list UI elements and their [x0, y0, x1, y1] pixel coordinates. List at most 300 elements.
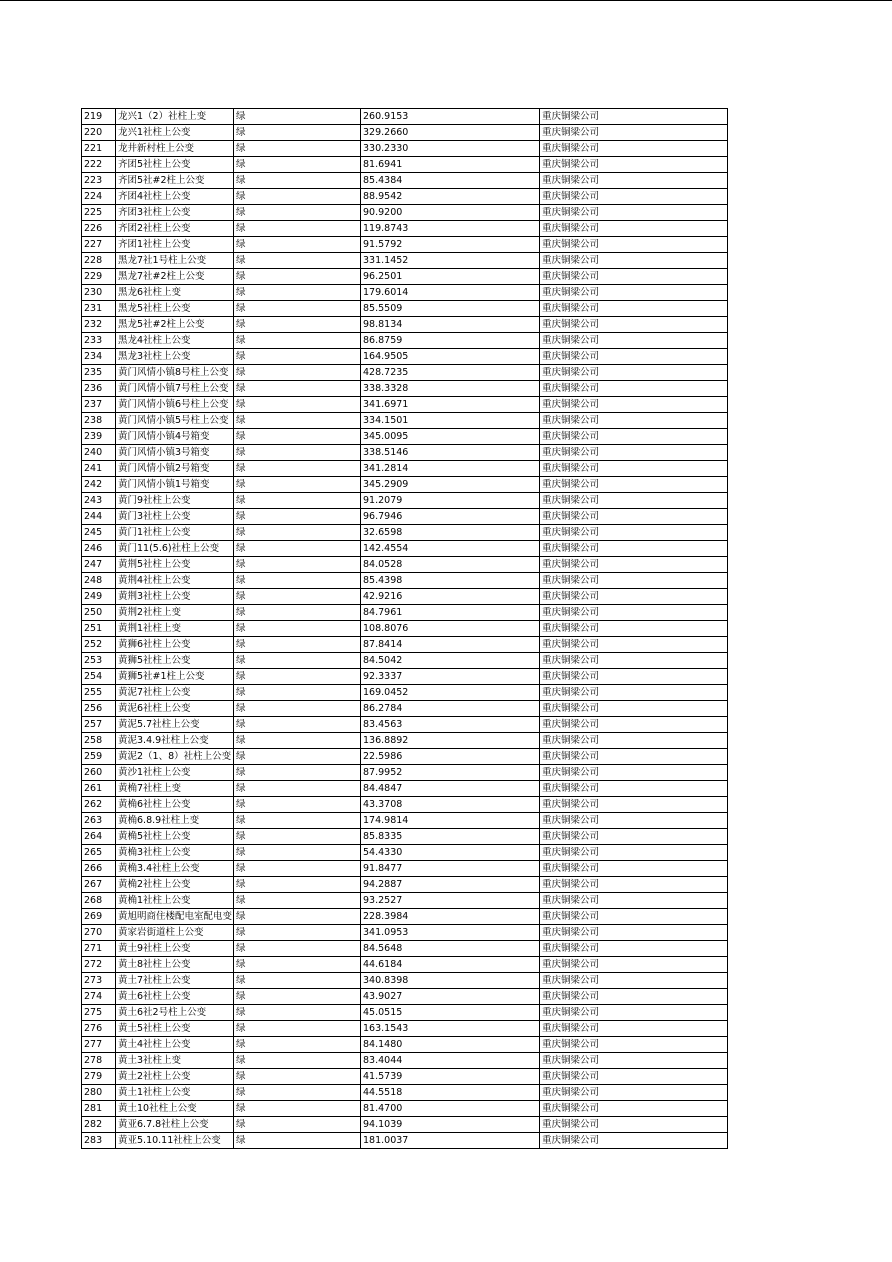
value-cell: 84.5042: [361, 653, 540, 669]
status-cell: 绿: [234, 957, 361, 973]
row-number-cell: 238: [82, 413, 116, 429]
company-cell: 重庆铜梁公司: [540, 141, 728, 157]
company-cell: 重庆铜梁公司: [540, 845, 728, 861]
transformer-name-cell: 齐团2社柱上公变: [116, 221, 234, 237]
row-number-cell: 279: [82, 1069, 116, 1085]
status-cell: 绿: [234, 221, 361, 237]
table-row: [82, 333, 728, 349]
table-row: [82, 461, 728, 477]
value-cell: 92.3337: [361, 669, 540, 685]
row-number-cell: 224: [82, 189, 116, 205]
company-cell: 重庆铜梁公司: [540, 317, 728, 333]
row-number-cell: 281: [82, 1101, 116, 1117]
table-row: [82, 733, 728, 749]
status-cell: 绿: [234, 1085, 361, 1101]
transformer-name-cell: 黄门11(5.6)社柱上公变: [116, 541, 234, 557]
value-cell: 108.8076: [361, 621, 540, 637]
row-number-cell: 237: [82, 397, 116, 413]
transformer-name-cell: 黄土9社柱上公变: [116, 941, 234, 957]
table-row: [82, 189, 728, 205]
transformer-name-cell: 黑龙6社柱上变: [116, 285, 234, 301]
transformer-name-cell: 黄泥6社柱上公变: [116, 701, 234, 717]
value-cell: 84.1480: [361, 1037, 540, 1053]
status-cell: 绿: [234, 605, 361, 621]
status-cell: 绿: [234, 621, 361, 637]
company-cell: 重庆铜梁公司: [540, 765, 728, 781]
transformer-name-cell: 黄门3社柱上公变: [116, 509, 234, 525]
row-number-cell: 283: [82, 1133, 116, 1149]
row-number-cell: 269: [82, 909, 116, 925]
status-cell: 绿: [234, 397, 361, 413]
status-cell: 绿: [234, 125, 361, 141]
table-row: [82, 909, 728, 925]
company-cell: 重庆铜梁公司: [540, 205, 728, 221]
transformer-name-cell: 齐团1社柱上公变: [116, 237, 234, 253]
table-row: [82, 365, 728, 381]
transformer-name-cell: 黄桷5社柱上公变: [116, 829, 234, 845]
table-row: [82, 1005, 728, 1021]
status-cell: 绿: [234, 797, 361, 813]
status-cell: 绿: [234, 893, 361, 909]
value-cell: 83.4563: [361, 717, 540, 733]
row-number-cell: 220: [82, 125, 116, 141]
transformer-name-cell: 黄桷2社柱上公变: [116, 877, 234, 893]
table-row: [82, 301, 728, 317]
value-cell: 96.2501: [361, 269, 540, 285]
company-cell: 重庆铜梁公司: [540, 829, 728, 845]
status-cell: 绿: [234, 733, 361, 749]
table-row: [82, 701, 728, 717]
value-cell: 84.5648: [361, 941, 540, 957]
table-row: [82, 269, 728, 285]
status-cell: 绿: [234, 557, 361, 573]
table-row: [82, 653, 728, 669]
status-cell: 绿: [234, 989, 361, 1005]
status-cell: 绿: [234, 285, 361, 301]
table-row: [82, 221, 728, 237]
row-number-cell: 264: [82, 829, 116, 845]
transformer-name-cell: 黑龙3社柱上公变: [116, 349, 234, 365]
table-row: [82, 237, 728, 253]
value-cell: 93.2527: [361, 893, 540, 909]
value-cell: 345.0095: [361, 429, 540, 445]
row-number-cell: 259: [82, 749, 116, 765]
row-number-cell: 278: [82, 1053, 116, 1069]
table-row: [82, 109, 728, 125]
table-row: [82, 1037, 728, 1053]
table-row: [82, 445, 728, 461]
row-number-cell: 228: [82, 253, 116, 269]
company-cell: 重庆铜梁公司: [540, 381, 728, 397]
row-number-cell: 222: [82, 157, 116, 173]
company-cell: 重庆铜梁公司: [540, 797, 728, 813]
value-cell: 85.4384: [361, 173, 540, 189]
transformer-name-cell: 黄门风情小镇7号柱上公变: [116, 381, 234, 397]
transformer-name-cell: 黄桷6.8.9社柱上变: [116, 813, 234, 829]
table-row: [82, 637, 728, 653]
table-row: [82, 893, 728, 909]
status-cell: 绿: [234, 749, 361, 765]
company-cell: 重庆铜梁公司: [540, 237, 728, 253]
value-cell: 87.9952: [361, 765, 540, 781]
table-row: [82, 349, 728, 365]
company-cell: 重庆铜梁公司: [540, 781, 728, 797]
company-cell: 重庆铜梁公司: [540, 109, 728, 125]
company-cell: 重庆铜梁公司: [540, 1085, 728, 1101]
row-number-cell: 248: [82, 573, 116, 589]
table-row: [82, 813, 728, 829]
value-cell: 44.5518: [361, 1085, 540, 1101]
transformer-name-cell: 黄门1社柱上公变: [116, 525, 234, 541]
table-row: [82, 141, 728, 157]
status-cell: 绿: [234, 541, 361, 557]
transformer-name-cell: 黄狮5社柱上公变: [116, 653, 234, 669]
company-cell: 重庆铜梁公司: [540, 189, 728, 205]
status-cell: 绿: [234, 317, 361, 333]
row-number-cell: 260: [82, 765, 116, 781]
row-number-cell: 226: [82, 221, 116, 237]
value-cell: 87.8414: [361, 637, 540, 653]
transformer-name-cell: 黄门风情小镇2号箱变: [116, 461, 234, 477]
company-cell: 重庆铜梁公司: [540, 1021, 728, 1037]
company-cell: 重庆铜梁公司: [540, 365, 728, 381]
status-cell: 绿: [234, 861, 361, 877]
value-cell: 85.8335: [361, 829, 540, 845]
value-cell: 174.9814: [361, 813, 540, 829]
company-cell: 重庆铜梁公司: [540, 637, 728, 653]
value-cell: 45.0515: [361, 1005, 540, 1021]
company-cell: 重庆铜梁公司: [540, 285, 728, 301]
value-cell: 84.0528: [361, 557, 540, 573]
company-cell: 重庆铜梁公司: [540, 621, 728, 637]
value-cell: 91.5792: [361, 237, 540, 253]
value-cell: 169.0452: [361, 685, 540, 701]
company-cell: 重庆铜梁公司: [540, 909, 728, 925]
table-row: [82, 1069, 728, 1085]
company-cell: 重庆铜梁公司: [540, 333, 728, 349]
table-row: [82, 1053, 728, 1069]
row-number-cell: 266: [82, 861, 116, 877]
transformer-name-cell: 黄土2社柱上公变: [116, 1069, 234, 1085]
value-cell: 98.8134: [361, 317, 540, 333]
row-number-cell: 258: [82, 733, 116, 749]
value-cell: 164.9505: [361, 349, 540, 365]
company-cell: 重庆铜梁公司: [540, 957, 728, 973]
status-cell: 绿: [234, 477, 361, 493]
status-cell: 绿: [234, 925, 361, 941]
row-number-cell: 268: [82, 893, 116, 909]
value-cell: 181.0037: [361, 1133, 540, 1149]
company-cell: 重庆铜梁公司: [540, 669, 728, 685]
table-row: [82, 605, 728, 621]
table-row: [82, 589, 728, 605]
row-number-cell: 232: [82, 317, 116, 333]
value-cell: 428.7235: [361, 365, 540, 381]
transformer-name-cell: 黑龙4社柱上公变: [116, 333, 234, 349]
company-cell: 重庆铜梁公司: [540, 413, 728, 429]
status-cell: 绿: [234, 781, 361, 797]
row-number-cell: 227: [82, 237, 116, 253]
transformer-name-cell: 黄土6社柱上公变: [116, 989, 234, 1005]
row-number-cell: 253: [82, 653, 116, 669]
table-row: [82, 765, 728, 781]
transformer-name-cell: 黄狮6社柱上公变: [116, 637, 234, 653]
status-cell: 绿: [234, 573, 361, 589]
company-cell: 重庆铜梁公司: [540, 573, 728, 589]
value-cell: 83.4044: [361, 1053, 540, 1069]
row-number-cell: 246: [82, 541, 116, 557]
status-cell: 绿: [234, 365, 361, 381]
transformer-name-cell: 龙兴1社柱上公变: [116, 125, 234, 141]
row-number-cell: 249: [82, 589, 116, 605]
value-cell: 334.1501: [361, 413, 540, 429]
status-cell: 绿: [234, 813, 361, 829]
row-number-cell: 243: [82, 493, 116, 509]
status-cell: 绿: [234, 109, 361, 125]
table-row: [82, 621, 728, 637]
company-cell: 重庆铜梁公司: [540, 525, 728, 541]
status-cell: 绿: [234, 301, 361, 317]
transformer-name-cell: 黄亚6.7.8社柱上公变: [116, 1117, 234, 1133]
row-number-cell: 240: [82, 445, 116, 461]
status-cell: 绿: [234, 589, 361, 605]
value-cell: 54.4330: [361, 845, 540, 861]
transformer-name-cell: 黄门风情小镇1号箱变: [116, 477, 234, 493]
row-number-cell: 230: [82, 285, 116, 301]
company-cell: 重庆铜梁公司: [540, 1037, 728, 1053]
status-cell: 绿: [234, 349, 361, 365]
row-number-cell: 276: [82, 1021, 116, 1037]
value-cell: 345.2909: [361, 477, 540, 493]
transformer-name-cell: 黄桷6社柱上公变: [116, 797, 234, 813]
value-cell: 88.9542: [361, 189, 540, 205]
status-cell: 绿: [234, 253, 361, 269]
value-cell: 94.1039: [361, 1117, 540, 1133]
table-row: [82, 493, 728, 509]
company-cell: 重庆铜梁公司: [540, 701, 728, 717]
table-row: [82, 509, 728, 525]
table-row: [82, 173, 728, 189]
company-cell: 重庆铜梁公司: [540, 733, 728, 749]
table-row: [82, 861, 728, 877]
transformer-name-cell: 黄荆4社柱上公变: [116, 573, 234, 589]
value-cell: 136.8892: [361, 733, 540, 749]
row-number-cell: 242: [82, 477, 116, 493]
row-number-cell: 244: [82, 509, 116, 525]
row-number-cell: 274: [82, 989, 116, 1005]
transformer-name-cell: 龙兴1（2）社柱上变: [116, 109, 234, 125]
status-cell: 绿: [234, 653, 361, 669]
company-cell: 重庆铜梁公司: [540, 349, 728, 365]
table-row: [82, 989, 728, 1005]
table-row: [82, 1101, 728, 1117]
row-number-cell: 250: [82, 605, 116, 621]
table-row: [82, 525, 728, 541]
company-cell: 重庆铜梁公司: [540, 749, 728, 765]
company-cell: 重庆铜梁公司: [540, 989, 728, 1005]
transformer-name-cell: 黄土3社柱上变: [116, 1053, 234, 1069]
status-cell: 绿: [234, 333, 361, 349]
value-cell: 96.7946: [361, 509, 540, 525]
transformer-name-cell: 黄土1社柱上公变: [116, 1085, 234, 1101]
row-number-cell: 233: [82, 333, 116, 349]
table-row: [82, 845, 728, 861]
transformer-name-cell: 黄桷1社柱上公变: [116, 893, 234, 909]
transformer-name-cell: 黄沙1社柱上公变: [116, 765, 234, 781]
table-row: [82, 413, 728, 429]
table-row: [82, 797, 728, 813]
transformer-name-cell: 黄门风情小镇5号柱上公变: [116, 413, 234, 429]
value-cell: 84.4847: [361, 781, 540, 797]
company-cell: 重庆铜梁公司: [540, 893, 728, 909]
company-cell: 重庆铜梁公司: [540, 397, 728, 413]
row-number-cell: 263: [82, 813, 116, 829]
company-cell: 重庆铜梁公司: [540, 253, 728, 269]
transformer-name-cell: 黄亚5.10.11社柱上公变: [116, 1133, 234, 1149]
company-cell: 重庆铜梁公司: [540, 221, 728, 237]
status-cell: 绿: [234, 845, 361, 861]
transformer-name-cell: 黄旭明商住楼配电室配电变: [116, 909, 234, 925]
transformer-name-cell: 黑龙7社#2柱上公变: [116, 269, 234, 285]
value-cell: 22.5986: [361, 749, 540, 765]
value-cell: 330.2330: [361, 141, 540, 157]
table-row: [82, 557, 728, 573]
table-row: [82, 717, 728, 733]
table-row: [82, 1117, 728, 1133]
transformer-name-cell: 齐团4社柱上公变: [116, 189, 234, 205]
value-cell: 228.3984: [361, 909, 540, 925]
status-cell: 绿: [234, 429, 361, 445]
value-cell: 86.2784: [361, 701, 540, 717]
status-cell: 绿: [234, 141, 361, 157]
company-cell: 重庆铜梁公司: [540, 429, 728, 445]
company-cell: 重庆铜梁公司: [540, 877, 728, 893]
transformer-name-cell: 黄桷3社柱上公变: [116, 845, 234, 861]
row-number-cell: 273: [82, 973, 116, 989]
status-cell: 绿: [234, 413, 361, 429]
transformer-name-cell: 黄泥3.4.9社柱上公变: [116, 733, 234, 749]
row-number-cell: 255: [82, 685, 116, 701]
status-cell: 绿: [234, 637, 361, 653]
status-cell: 绿: [234, 1005, 361, 1021]
status-cell: 绿: [234, 445, 361, 461]
transformer-name-cell: 黄家岩街道柱上公变: [116, 925, 234, 941]
transformer-name-cell: 齐团5社柱上公变: [116, 157, 234, 173]
row-number-cell: 231: [82, 301, 116, 317]
company-cell: 重庆铜梁公司: [540, 125, 728, 141]
table-row: [82, 1021, 728, 1037]
row-number-cell: 251: [82, 621, 116, 637]
table-row: [82, 317, 728, 333]
row-number-cell: 221: [82, 141, 116, 157]
value-cell: 43.3708: [361, 797, 540, 813]
value-cell: 179.6014: [361, 285, 540, 301]
status-cell: 绿: [234, 1037, 361, 1053]
status-cell: 绿: [234, 1069, 361, 1085]
status-cell: 绿: [234, 205, 361, 221]
row-number-cell: 239: [82, 429, 116, 445]
transformer-name-cell: 齐团3社柱上公变: [116, 205, 234, 221]
transformer-name-cell: 黑龙5社#2柱上公变: [116, 317, 234, 333]
value-cell: 84.7961: [361, 605, 540, 621]
status-cell: 绿: [234, 1021, 361, 1037]
row-number-cell: 277: [82, 1037, 116, 1053]
company-cell: 重庆铜梁公司: [540, 813, 728, 829]
table-row: [82, 781, 728, 797]
value-cell: 81.6941: [361, 157, 540, 173]
table-row: [82, 429, 728, 445]
transformer-name-cell: 黄门风情小镇6号柱上公变: [116, 397, 234, 413]
value-cell: 119.8743: [361, 221, 540, 237]
row-number-cell: 241: [82, 461, 116, 477]
status-cell: 绿: [234, 189, 361, 205]
table-row: [82, 877, 728, 893]
row-number-cell: 229: [82, 269, 116, 285]
value-cell: 338.3328: [361, 381, 540, 397]
company-cell: 重庆铜梁公司: [540, 653, 728, 669]
status-cell: 绿: [234, 941, 361, 957]
status-cell: 绿: [234, 269, 361, 285]
transformer-name-cell: 黄荆1社柱上变: [116, 621, 234, 637]
table-row: [82, 253, 728, 269]
row-number-cell: 275: [82, 1005, 116, 1021]
status-cell: 绿: [234, 701, 361, 717]
status-cell: 绿: [234, 173, 361, 189]
company-cell: 重庆铜梁公司: [540, 717, 728, 733]
status-cell: 绿: [234, 717, 361, 733]
table-row: [82, 829, 728, 845]
transformer-name-cell: 黄土8社柱上公变: [116, 957, 234, 973]
table-row: [82, 669, 728, 685]
company-cell: 重庆铜梁公司: [540, 557, 728, 573]
table-row: [82, 941, 728, 957]
transformer-name-cell: 黑龙5社柱上公变: [116, 301, 234, 317]
transformer-name-cell: 黄土5社柱上公变: [116, 1021, 234, 1037]
row-number-cell: 265: [82, 845, 116, 861]
row-number-cell: 256: [82, 701, 116, 717]
row-number-cell: 234: [82, 349, 116, 365]
table-row: [82, 1133, 728, 1149]
status-cell: 绿: [234, 1053, 361, 1069]
value-cell: 163.1543: [361, 1021, 540, 1037]
transformer-name-cell: 黄门9社柱上公变: [116, 493, 234, 509]
transformer-name-cell: 黄泥2（1、8）社柱上公变: [116, 749, 234, 765]
table-row: [82, 125, 728, 141]
value-cell: 85.5509: [361, 301, 540, 317]
transformer-name-cell: 黄荆5社柱上公变: [116, 557, 234, 573]
row-number-cell: 252: [82, 637, 116, 653]
row-number-cell: 282: [82, 1117, 116, 1133]
company-cell: 重庆铜梁公司: [540, 1101, 728, 1117]
transformer-name-cell: 黄门风情小镇4号箱变: [116, 429, 234, 445]
company-cell: 重庆铜梁公司: [540, 301, 728, 317]
table-row: [82, 397, 728, 413]
value-cell: 43.9027: [361, 989, 540, 1005]
transformer-name-cell: 黄荆2社柱上变: [116, 605, 234, 621]
row-number-cell: 254: [82, 669, 116, 685]
transformer-name-cell: 黄门风情小镇8号柱上公变: [116, 365, 234, 381]
row-number-cell: 223: [82, 173, 116, 189]
transformer-name-cell: 黄土10社柱上公变: [116, 1101, 234, 1117]
page-top-border: [0, 0, 892, 1]
status-cell: 绿: [234, 381, 361, 397]
transformer-name-cell: 黄桷7社柱上变: [116, 781, 234, 797]
value-cell: 331.1452: [361, 253, 540, 269]
status-cell: 绿: [234, 685, 361, 701]
company-cell: 重庆铜梁公司: [540, 1053, 728, 1069]
status-cell: 绿: [234, 493, 361, 509]
company-cell: 重庆铜梁公司: [540, 173, 728, 189]
